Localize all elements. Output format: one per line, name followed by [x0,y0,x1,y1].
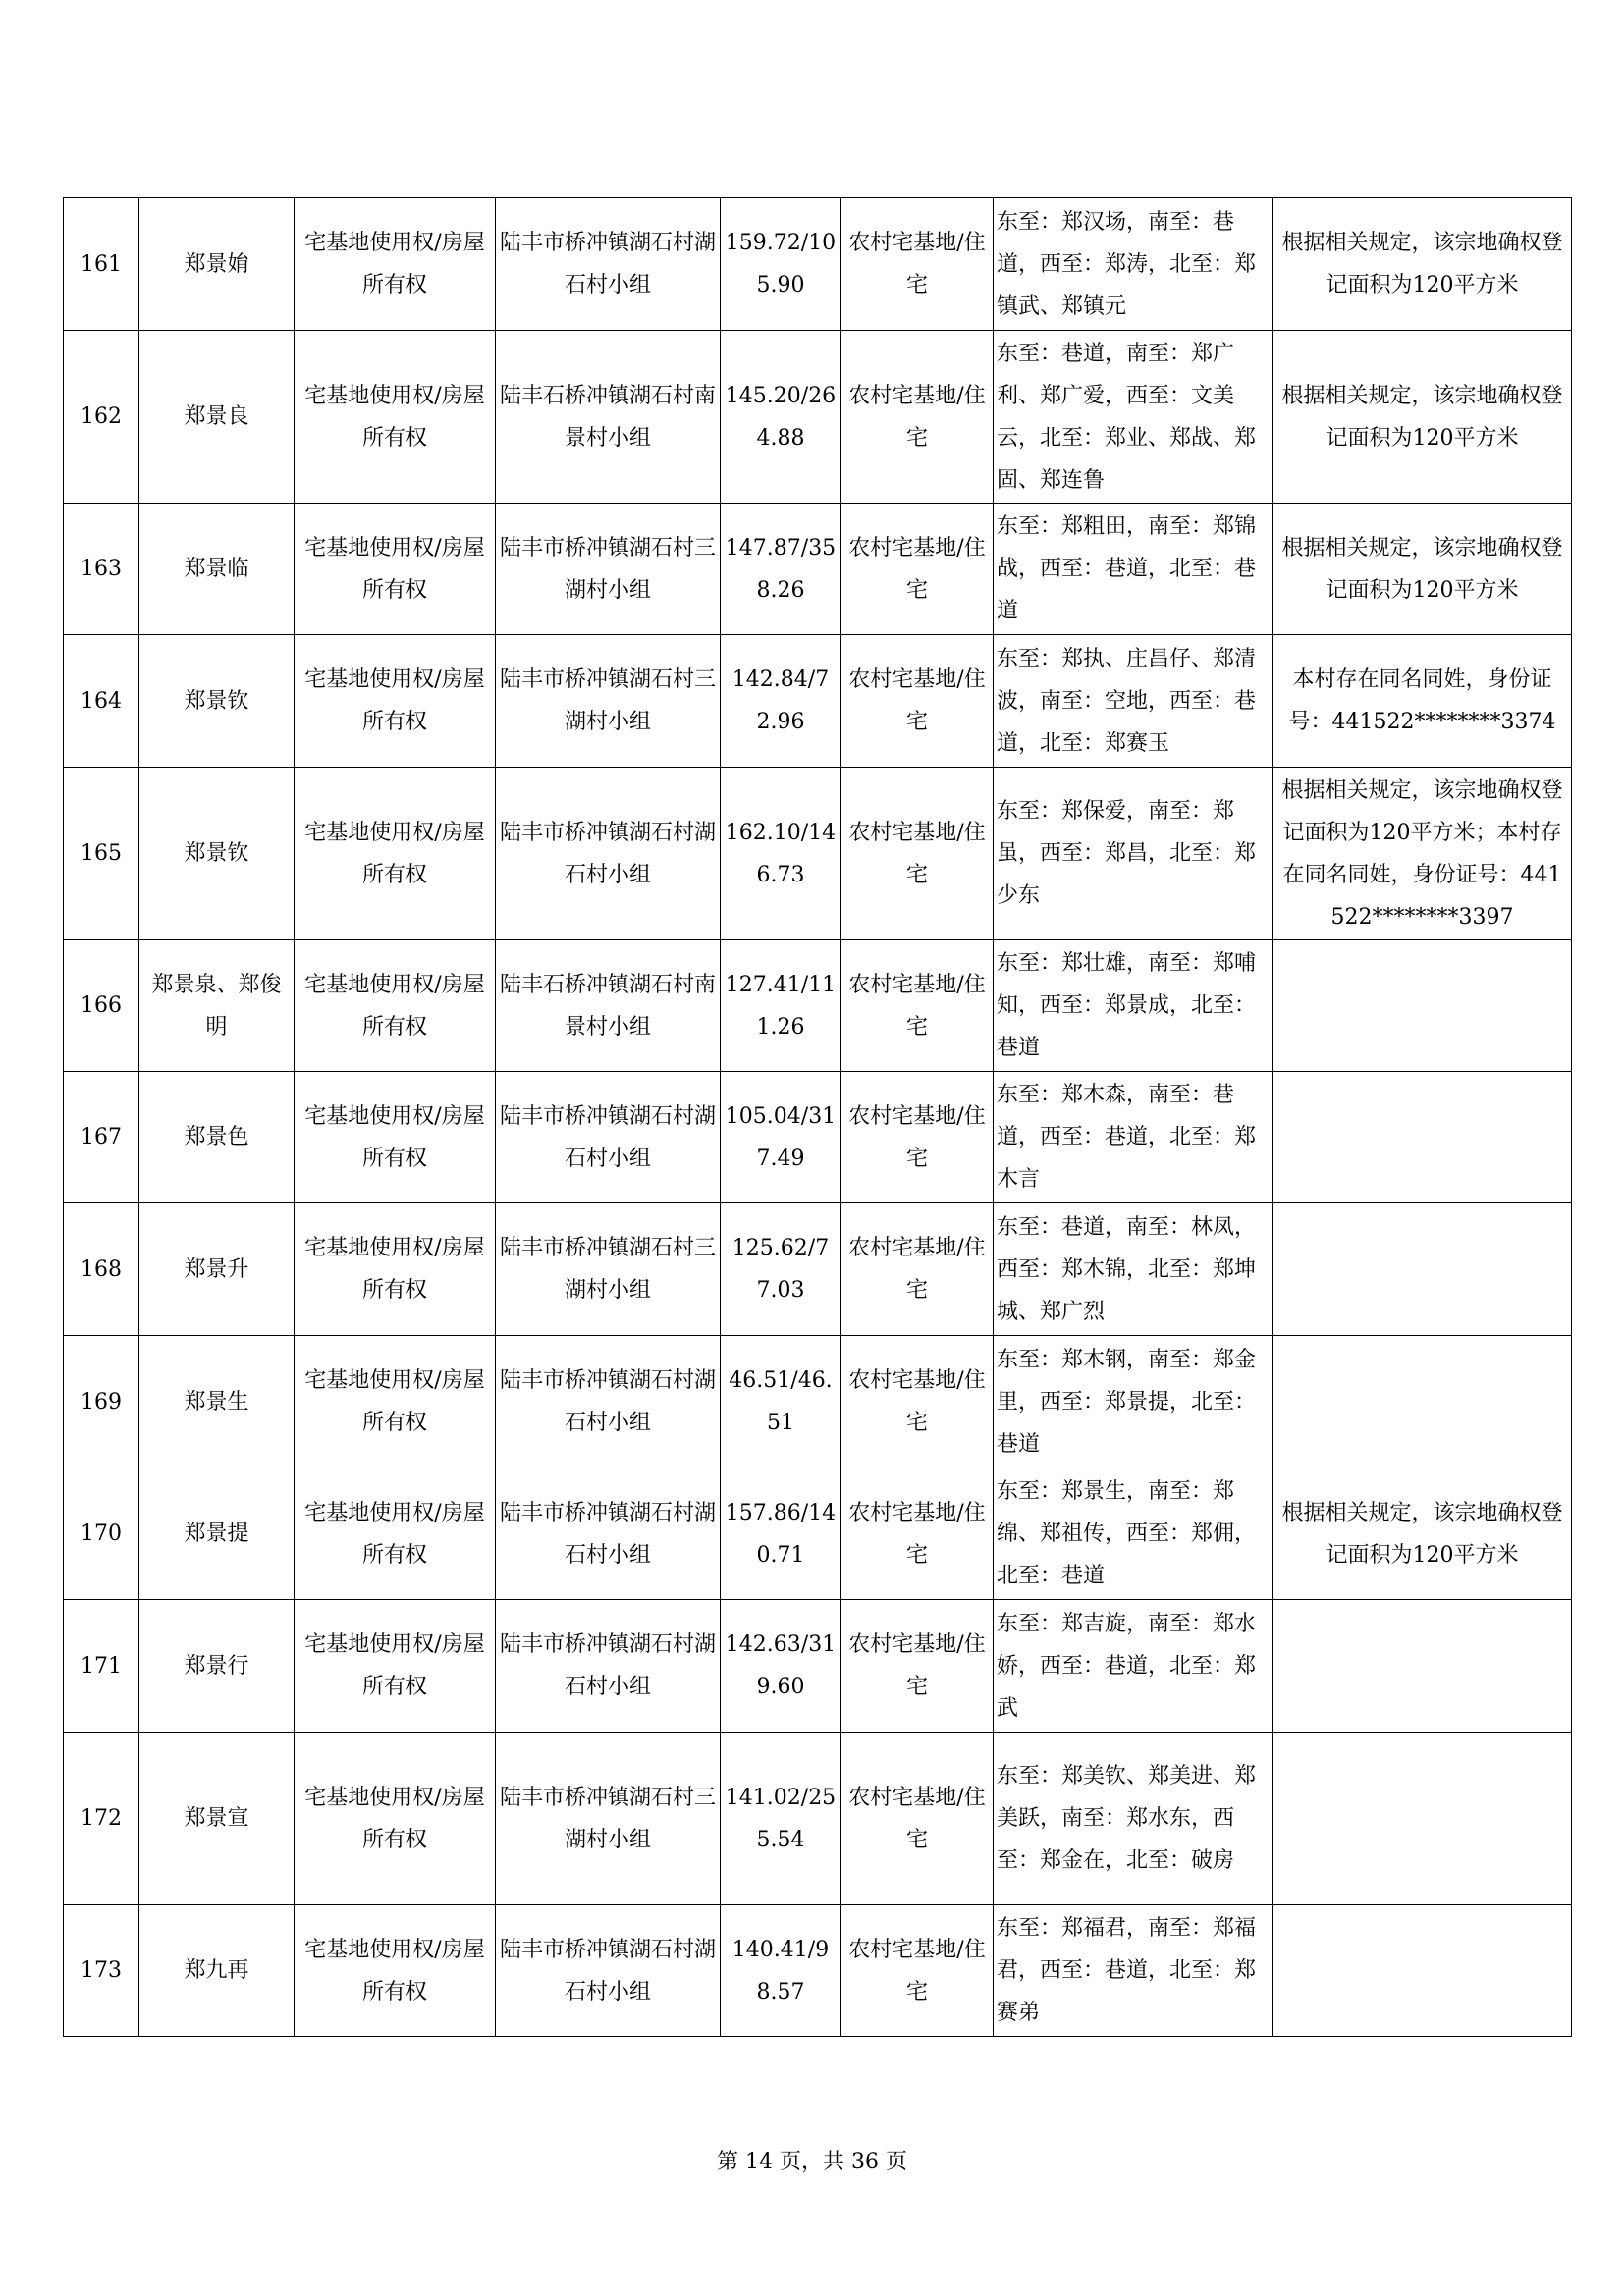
location-cell: 陆丰市桥冲镇湖石村三湖村小组 [496,1733,721,1905]
registry-table [63,197,1572,2037]
area-cell: 157.86/140.71 [721,1468,841,1600]
location-cell: 陆丰市桥冲镇湖石村三湖村小组 [496,635,721,768]
table-body [64,198,1572,2037]
area-cell: 145.20/264.88 [721,331,841,504]
remark-cell: 根据相关规定，该宗地确权登记面积为120平方米 [1273,504,1572,635]
table-row [64,1072,1572,1203]
table-row [64,1905,1572,2037]
area-cell: 141.02/255.54 [721,1733,841,1905]
right-type-cell: 宅基地使用权/房屋所有权 [295,1203,496,1336]
table-row [64,198,1572,331]
land-use-cell: 农村宅基地/住宅 [841,331,994,504]
location-cell: 陆丰市桥冲镇湖石村湖石村小组 [496,1905,721,2037]
boundary-cell: 东至：郑美钦、郑美进、郑美跃，南至：郑水东，西至：郑金在，北至：破房 [994,1733,1273,1905]
table-row [64,1468,1572,1600]
land-use-cell: 农村宅基地/住宅 [841,1072,994,1203]
boundary-cell: 东至：郑保爱，南至：郑虽，西至：郑昌，北至：郑少东 [994,768,1273,940]
area-cell: 162.10/146.73 [721,768,841,940]
area-cell: 125.62/77.03 [721,1203,841,1336]
remark-cell [1273,1733,1572,1905]
location-cell: 陆丰石桥冲镇湖石村南景村小组 [496,331,721,504]
boundary-cell: 东至：郑景生，南至：郑绵、郑祖传，西至：郑佣，北至：巷道 [994,1468,1273,1600]
right-type-cell: 宅基地使用权/房屋所有权 [295,198,496,331]
right-type-cell: 宅基地使用权/房屋所有权 [295,940,496,1072]
boundary-cell: 东至：郑壮雄，南至：郑哺知，西至：郑景成，北至：巷道 [994,940,1273,1072]
table-row [64,940,1572,1072]
location-cell: 陆丰市桥冲镇湖石村湖石村小组 [496,1336,721,1468]
table-row [64,1600,1572,1733]
area-cell: 105.04/317.49 [721,1072,841,1203]
boundary-cell: 东至：郑执、庄昌仔、郑清波，南至：空地，西至：巷道，北至：郑赛玉 [994,635,1273,768]
remark-cell [1273,1203,1572,1336]
land-use-cell: 农村宅基地/住宅 [841,1733,994,1905]
row-number-cell: 167 [64,1072,139,1203]
right-type-cell: 宅基地使用权/房屋所有权 [295,1468,496,1600]
row-number-cell: 165 [64,768,139,940]
table-row [64,331,1572,504]
right-type-cell: 宅基地使用权/房屋所有权 [295,1733,496,1905]
row-number-cell: 161 [64,198,139,331]
remark-cell: 根据相关规定，该宗地确权登记面积为120平方米 [1273,1468,1572,1600]
table-row [64,1733,1572,1905]
owner-name-cell: 郑景临 [139,504,295,635]
owner-name-cell: 郑景色 [139,1072,295,1203]
land-use-cell: 农村宅基地/住宅 [841,1600,994,1733]
remark-cell [1273,1072,1572,1203]
remark-cell [1273,1600,1572,1733]
land-use-cell: 农村宅基地/住宅 [841,768,994,940]
remark-cell: 根据相关规定，该宗地确权登记面积为120平方米；本村存在同名同姓，身份证号：441522********3397 [1273,768,1572,940]
area-cell: 159.72/105.90 [721,198,841,331]
page-footer: 第 14 页，共 36 页 [717,2150,907,2174]
location-cell: 陆丰石桥冲镇湖石村南景村小组 [496,940,721,1072]
right-type-cell: 宅基地使用权/房屋所有权 [295,635,496,768]
right-type-cell: 宅基地使用权/房屋所有权 [295,1600,496,1733]
area-cell: 140.41/98.57 [721,1905,841,2037]
remark-cell [1273,1905,1572,2037]
land-use-cell: 农村宅基地/住宅 [841,635,994,768]
land-use-cell: 农村宅基地/住宅 [841,1203,994,1336]
remark-cell: 根据相关规定，该宗地确权登记面积为120平方米 [1273,198,1572,331]
owner-name-cell: 郑景宣 [139,1733,295,1905]
owner-name-cell: 郑景钦 [139,635,295,768]
remark-cell: 本村存在同名同姓，身份证号：441522********3374 [1273,635,1572,768]
location-cell: 陆丰市桥冲镇湖石村湖石村小组 [496,768,721,940]
right-type-cell: 宅基地使用权/房屋所有权 [295,1336,496,1468]
boundary-cell: 东至：巷道，南至：林凤，西至：郑木锦，北至：郑坤城、郑广烈 [994,1203,1273,1336]
location-cell: 陆丰市桥冲镇湖石村三湖村小组 [496,1203,721,1336]
row-number-cell: 168 [64,1203,139,1336]
boundary-cell: 东至：郑汉场，南至：巷道，西至：郑涛，北至：郑镇武、郑镇元 [994,198,1273,331]
land-use-cell: 农村宅基地/住宅 [841,940,994,1072]
boundary-cell: 东至：郑粗田，南至：郑锦战，西至：巷道，北至：巷道 [994,504,1273,635]
row-number-cell: 169 [64,1336,139,1468]
remark-cell [1273,940,1572,1072]
owner-name-cell: 郑景姢 [139,198,295,331]
right-type-cell: 宅基地使用权/房屋所有权 [295,504,496,635]
owner-name-cell: 郑景行 [139,1600,295,1733]
table-row [64,504,1572,635]
location-cell: 陆丰市桥冲镇湖石村三湖村小组 [496,504,721,635]
boundary-cell: 东至：巷道，南至：郑广利、郑广爱，西至：文美云，北至：郑业、郑战、郑固、郑连鲁 [994,331,1273,504]
area-cell: 46.51/46.51 [721,1336,841,1468]
land-use-cell: 农村宅基地/住宅 [841,504,994,635]
right-type-cell: 宅基地使用权/房屋所有权 [295,1905,496,2037]
owner-name-cell: 郑景生 [139,1336,295,1468]
owner-name-cell: 郑九再 [139,1905,295,2037]
location-cell: 陆丰市桥冲镇湖石村湖石村小组 [496,1072,721,1203]
row-number-cell: 173 [64,1905,139,2037]
location-cell: 陆丰市桥冲镇湖石村湖石村小组 [496,1600,721,1733]
right-type-cell: 宅基地使用权/房屋所有权 [295,331,496,504]
area-cell: 127.41/111.26 [721,940,841,1072]
owner-name-cell: 郑景提 [139,1468,295,1600]
land-use-cell: 农村宅基地/住宅 [841,1336,994,1468]
table-row [64,1336,1572,1468]
owner-name-cell: 郑景钦 [139,768,295,940]
row-number-cell: 170 [64,1468,139,1600]
right-type-cell: 宅基地使用权/房屋所有权 [295,768,496,940]
table-row [64,768,1572,940]
table-row [64,1203,1572,1336]
boundary-cell: 东至：郑木森，南至：巷道，西至：巷道，北至：郑木言 [994,1072,1273,1203]
boundary-cell: 东至：郑福君，南至：郑福君，西至：巷道，北至：郑赛弟 [994,1905,1273,2037]
owner-name-cell: 郑景良 [139,331,295,504]
boundary-cell: 东至：郑木钢，南至：郑金里，西至：郑景提，北至：巷道 [994,1336,1273,1468]
row-number-cell: 171 [64,1600,139,1733]
row-number-cell: 163 [64,504,139,635]
area-cell: 147.87/358.26 [721,504,841,635]
owner-name-cell: 郑景泉、郑俊明 [139,940,295,1072]
land-use-cell: 农村宅基地/住宅 [841,1905,994,2037]
remark-cell [1273,1336,1572,1468]
row-number-cell: 164 [64,635,139,768]
owner-name-cell: 郑景升 [139,1203,295,1336]
row-number-cell: 162 [64,331,139,504]
right-type-cell: 宅基地使用权/房屋所有权 [295,1072,496,1203]
row-number-cell: 172 [64,1733,139,1905]
land-use-cell: 农村宅基地/住宅 [841,1468,994,1600]
table-row [64,635,1572,768]
area-cell: 142.63/319.60 [721,1600,841,1733]
boundary-cell: 东至：郑吉旋，南至：郑水娇，西至：巷道，北至：郑武 [994,1600,1273,1733]
location-cell: 陆丰市桥冲镇湖石村湖石村小组 [496,198,721,331]
land-use-cell: 农村宅基地/住宅 [841,198,994,331]
remark-cell: 根据相关规定，该宗地确权登记面积为120平方米 [1273,331,1572,504]
row-number-cell: 166 [64,940,139,1072]
area-cell: 142.84/72.96 [721,635,841,768]
location-cell: 陆丰市桥冲镇湖石村湖石村小组 [496,1468,721,1600]
